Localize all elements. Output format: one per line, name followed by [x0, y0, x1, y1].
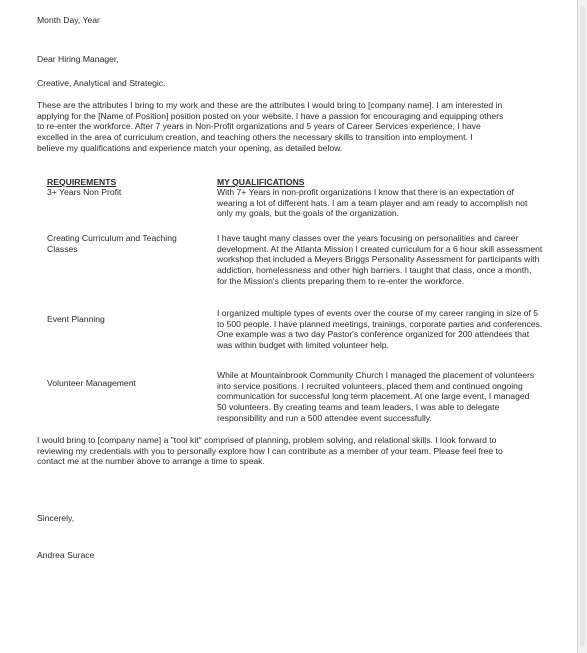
qualification-cell: While at Mountainbrook Community Church I managed the placement of volunteers into service positions. I recruited volunteers, placed them and continued ongoing communication for successful long term placement. At one large event, I managed 50 volunteers. By creating teams and team leaders, I was able to delegate responsibility and run a 500 attendee event successfully. [217, 370, 535, 423]
signature-name: Andrea Surace [37, 550, 95, 560]
qualification-cell: With 7+ Years in non-profit organizations I know that there is an expectation of wearing a lot of different hats. I am a team player and am ready to accomplish not only my goals, but the goals of the organization. [217, 187, 528, 219]
requirement-cell: 3+ Years Non Profit [47, 187, 122, 197]
qualification-cell: I organized multiple types of events over the course of my career ranging in size of 5 to 500 people. I have planned meetings, trainings, corporate parties and conferences. One example was a two day Pastor's conference organized for 200 attendees that was within budget with limited volunteer help. [217, 308, 543, 351]
letter-tagline: Creative, Analytical and Strategic. [37, 78, 166, 88]
qualification-cell: I have taught many classes over the years focusing on personalities and career development. At the Atlanta Mission I created curriculum for a 6 hour skill assessment workshop that included a Meyers Briggs Personality Assessment for participants with addiction, homelessness and other high barriers. I taught that class, once a month, for the Mission's clients preparing them to re-enter the workforce. [217, 233, 543, 286]
letter-salutation: Dear Hiring Manager, [37, 54, 119, 64]
scrollbar-thumb[interactable] [580, 6, 585, 646]
qualifications-header: MY QUALIFICATIONS [217, 177, 305, 187]
requirement-cell: Volunteer Management [47, 378, 136, 388]
requirement-cell: Creating Curriculum and Teaching Classes [47, 233, 177, 254]
intro-paragraph: These are the attributes I bring to my work and these are the attributes I would bring to [company name]. I am interested in applying for the [Name of Position] position posted on your website. I have a passion for encouraging and equipping others to re-enter the workforce. After 7 years in Non-Profit organizations and 5 years of Career Services experience, I have excelled in the area of curriculum creation, and teaching others the necessary skills to transition into employment. I believe my qualifications and experience match your opening, as detailed below. [37, 100, 504, 153]
closing-paragraph: I would bring to [company name] a "tool kit" comprised of planning, problem solving, and relational skills. I look forward to reviewing my credentials with you to personally explore how I can contribute as a member of your team. Please feel free to contact me at the number above to arrange a time to speak. [37, 435, 503, 467]
vertical-scrollbar[interactable] [577, 0, 587, 653]
letter-date: Month Day, Year [37, 15, 100, 25]
requirements-header: REQUIREMENTS [47, 177, 117, 187]
letter-signoff: Sincerely, [37, 513, 75, 523]
requirement-cell: Event Planning [47, 314, 105, 324]
